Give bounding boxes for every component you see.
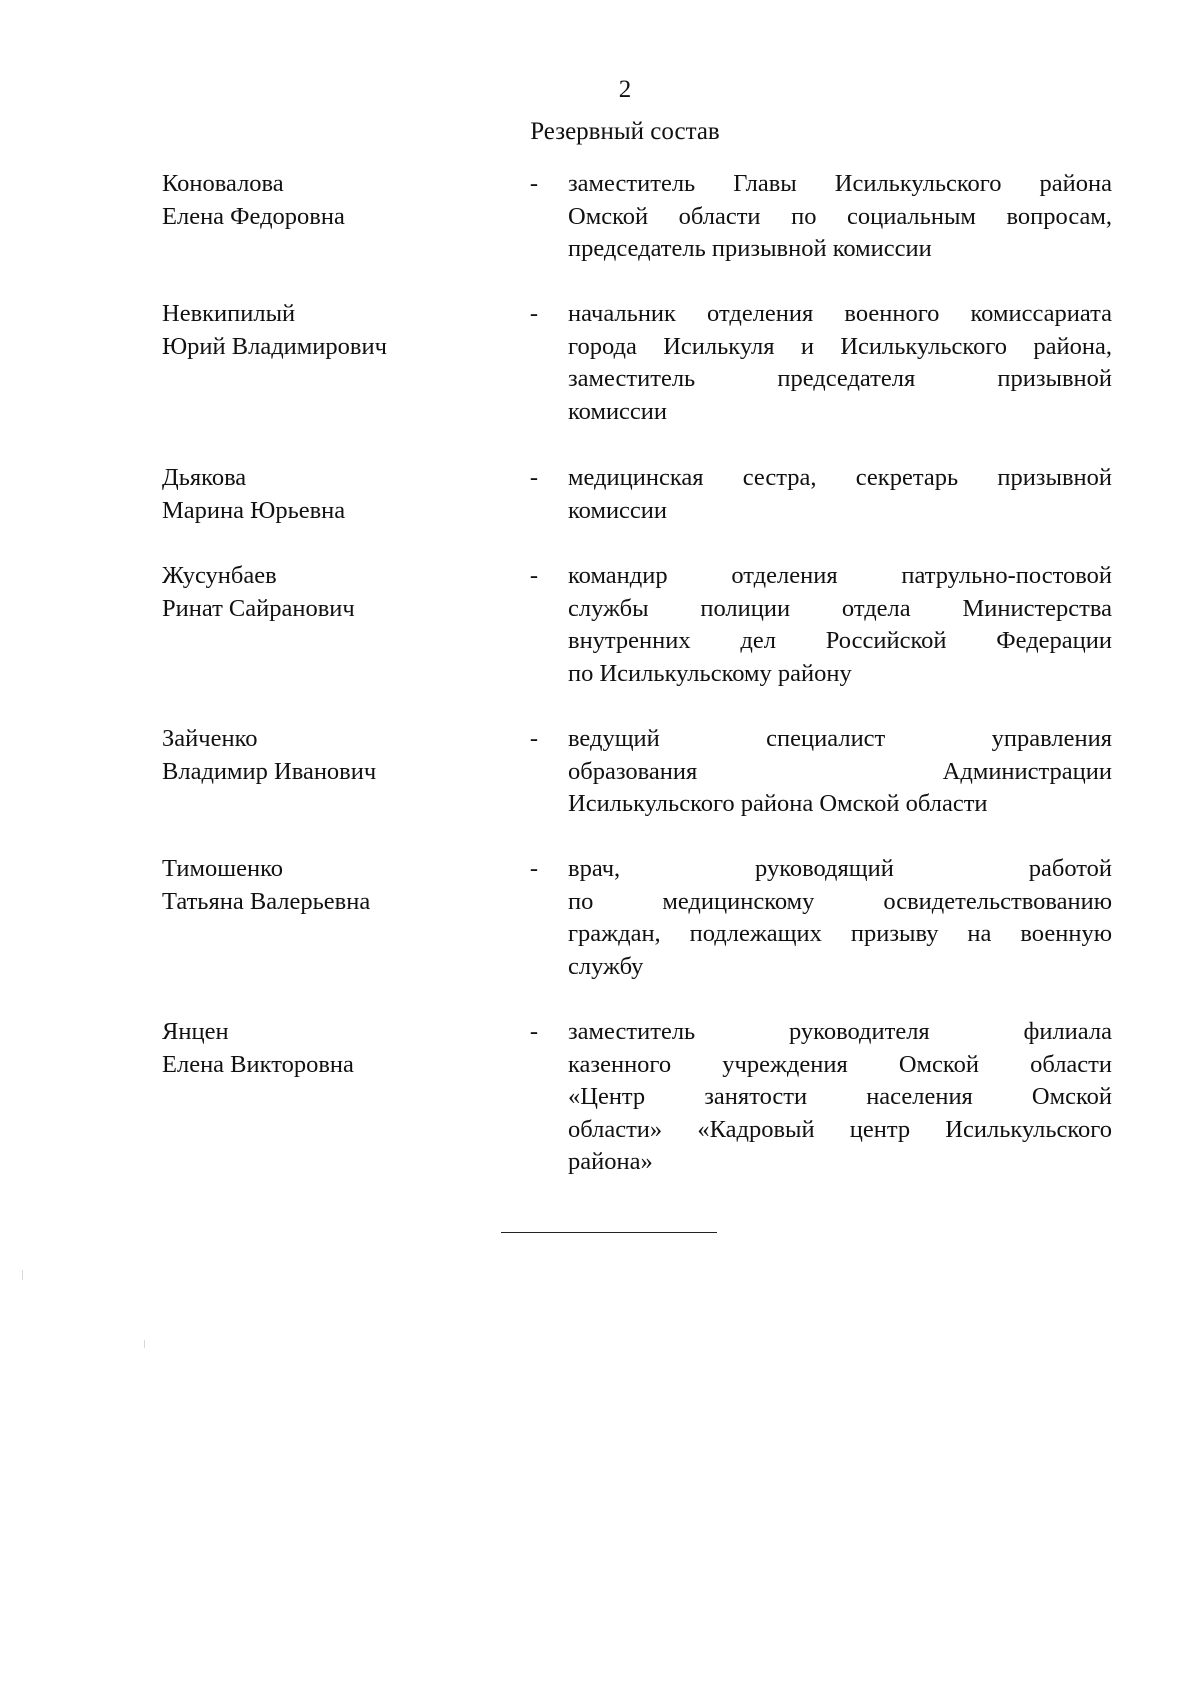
position-line: ведущий специалист управления (568, 725, 1112, 752)
member-given-names: Юрий Владимирович (162, 332, 387, 360)
position-line: заместитель Главы Исилькульского района (568, 170, 1112, 197)
separator-dash: - (529, 1018, 539, 1045)
position-line: граждан, подлежащих призыву на военную (568, 920, 1112, 947)
member-position (568, 723, 1112, 821)
position-line: врач, руководящий работой (568, 855, 1112, 882)
section-title: Резервный состав (530, 118, 720, 145)
position-line: службы полиции отдела Министерства (568, 594, 1112, 622)
position-line: Исилькульского района Омской области (568, 790, 988, 817)
member-given-names: Марина Юрьевна (162, 496, 346, 524)
position-line: начальник отделения военного комиссариата (568, 300, 1112, 327)
member-given-names: Владимир Иванович (162, 757, 377, 785)
separator-dash: - (529, 300, 539, 327)
member-position (568, 853, 1112, 983)
member-surname: Тимошенко (162, 855, 283, 882)
position-line: области» «Кадровый центр Исилькульского (568, 1115, 1112, 1143)
position-line: казенного учреждения Омской области (568, 1050, 1112, 1078)
position-line: города Исилькуля и Исилькульского района, (568, 332, 1112, 360)
member-name (162, 168, 522, 233)
member-given-names: Татьяна Валерьевна (162, 887, 371, 915)
member-surname: Невкипилый (162, 300, 296, 327)
position-line: внутренних дел Российской Федерации (568, 627, 1112, 654)
member-name (162, 298, 522, 363)
member-name (162, 723, 522, 788)
position-line: командир отделения патрульно-постовой (568, 562, 1112, 589)
member-given-names: Ринат Сайранович (162, 594, 355, 622)
member-surname: Янцен (162, 1018, 229, 1045)
member-name (162, 1016, 522, 1081)
member-surname: Дьякова (162, 464, 247, 491)
position-line: заместитель председателя призывной (568, 365, 1112, 392)
member-position (568, 168, 1112, 266)
separator-dash: - (529, 464, 539, 491)
member-given-names: Елена Викторовна (162, 1050, 354, 1078)
position-line: заместитель руководителя филиала (568, 1018, 1112, 1045)
separator-dash: - (529, 562, 539, 589)
scan-artifact (22, 1270, 23, 1280)
position-line: комиссии (568, 397, 668, 425)
position-line: комиссии (568, 496, 668, 524)
member-given-names: Елена Федоровна (162, 202, 345, 230)
member-name (162, 462, 522, 527)
page-number: 2 (618, 76, 632, 103)
member-name (162, 853, 522, 918)
position-line: по Исилькульскому району (568, 659, 852, 687)
position-line: службу (568, 952, 644, 980)
member-position (568, 1016, 1112, 1179)
separator-dash: - (529, 170, 539, 197)
position-line: Омской области по социальным вопросам, (568, 202, 1112, 230)
member-surname: Жусунбаев (162, 562, 277, 589)
member-surname: Зайченко (162, 725, 258, 752)
position-line: района» (568, 1148, 653, 1175)
end-of-list-rule (501, 1232, 717, 1233)
position-line: по медицинскому освидетельствованию (568, 887, 1112, 915)
member-position (568, 298, 1112, 428)
position-line: образования Администрации (568, 757, 1112, 785)
scan-artifact (144, 1340, 145, 1348)
member-position (568, 560, 1112, 690)
position-line: медицинская сестра, секретарь призывной (568, 464, 1112, 491)
separator-dash: - (529, 725, 539, 752)
member-surname: Коновалова (162, 170, 284, 197)
separator-dash: - (529, 855, 539, 882)
position-line: «Центр занятости населения Омской (568, 1083, 1112, 1110)
member-name (162, 560, 522, 625)
position-line: председатель призывной комиссии (568, 235, 932, 262)
member-position (568, 462, 1112, 527)
